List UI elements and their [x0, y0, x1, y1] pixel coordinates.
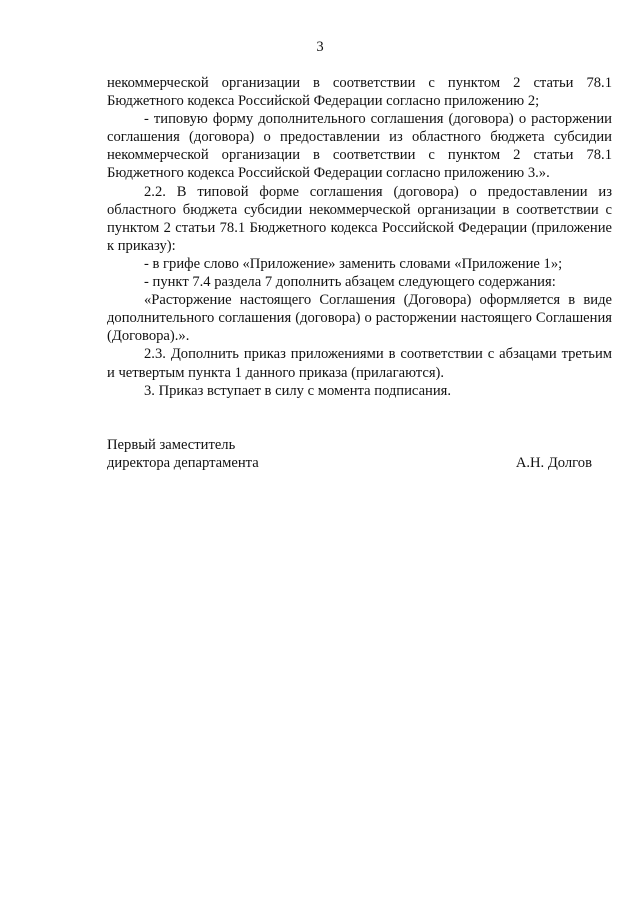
page-number: 3: [316, 39, 324, 55]
paragraph-point-7-4: - пункт 7.4 раздела 7 дополнить абзацем следующего содержания:: [144, 274, 556, 291]
paragraph-typical-form-termination: - типовую форму дополнительного соглашения (договора) о расторжении соглашения (договора) о предоставлении из областного бюджета субсидии некоммерческой организации в соответствии с пунктом 2 статьи 78.1 Бюджетного кодекса Российской Федерации согласно приложению 3.».: [107, 111, 612, 182]
signatory-position-line1: Первый заместитель: [107, 437, 236, 453]
document-body: [107, 74, 612, 400]
paragraph-continuation: некоммерческой организации в соответствии с пунктом 2 статьи 78.1 Бюджетного кодекса Российской Федерации согласно приложению 2;: [107, 75, 612, 110]
paragraph-stamp-change: - в грифе слово «Приложение» заменить словами «Приложение 1»;: [144, 255, 563, 272]
signature-block: [107, 436, 592, 472]
signatory-name: А.Н. Долгов: [515, 455, 592, 471]
paragraph-3: 3. Приказ вступает в силу с момента подписания.: [144, 382, 452, 399]
signatory-position-line2: директора департамента: [107, 455, 259, 471]
paragraph-quoted-clause: «Расторжение настоящего Соглашения (Договора) оформляется в виде дополнительного соглашения (договора) о расторжении настоящего Соглашения (Договора).».: [107, 292, 612, 345]
signature-row: [107, 454, 592, 472]
paragraph-2-2: 2.2. В типовой форме соглашения (договора) о предоставлении из областного бюджета субсидии некоммерческой организации в соответствии с пунктом 2 статьи 78.1 Бюджетного кодекса Российской Федерации (приложение к приказу):: [107, 183, 612, 254]
paragraph-2-3: 2.3. Дополнить приказ приложениями в соответствии с абзацами третьим и четвертым пункта 1 данного приказа (прилагаются).: [107, 346, 612, 381]
